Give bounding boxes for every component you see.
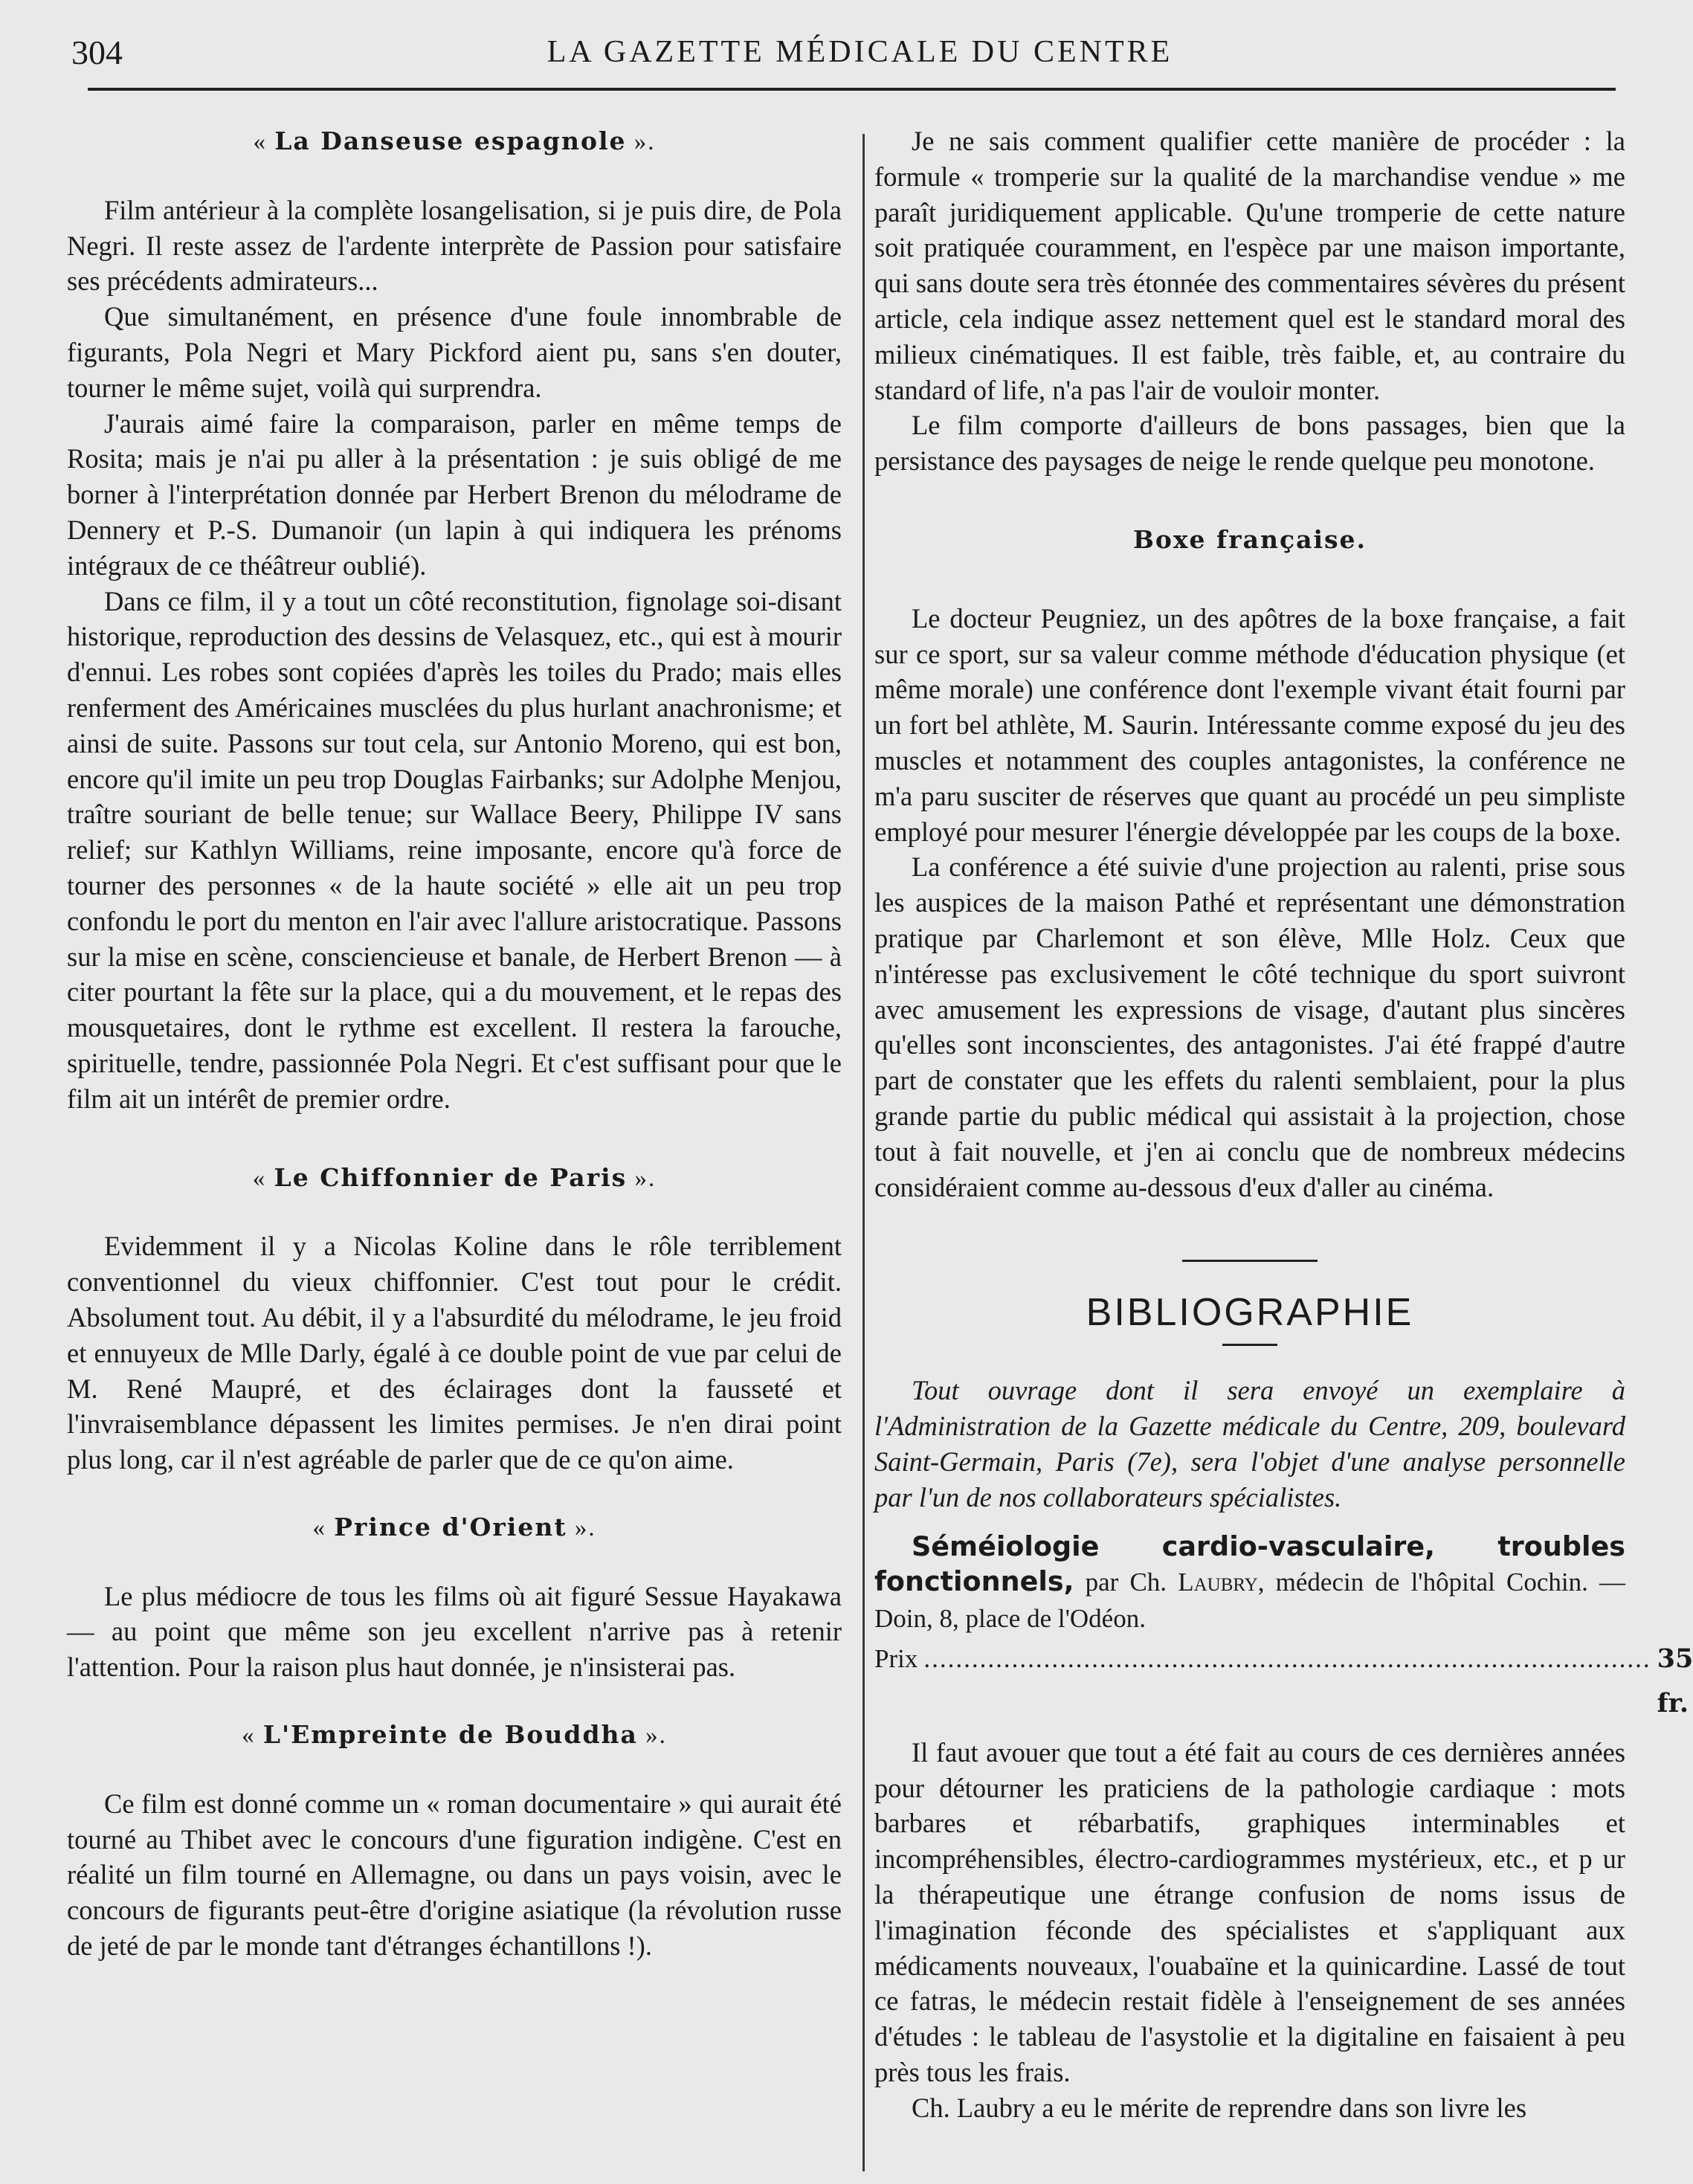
section-heading-prince: « Prince d'Orient ». xyxy=(312,1512,596,1542)
paragraph: Je ne sais comment qualifier cette manière de procéder : la formule « tromperie sur la qualité de la marchandise vendue » me paraît juridiquement applicable. Qu'une tromperie de cette nature soit pratiquée couramment, en l'espèce par une maison importante, qui sans doute sera très étonnée des commentaires sévères du présent article, cela indique assez nettement quel est le standard moral des milieux cinématiques. Il est faible, très faible, et, au contraire du standard of life, n'a pas l'air de vouloir monter. xyxy=(874,126,1625,405)
running-title: LA GAZETTE MÉDICALE DU CENTRE xyxy=(546,35,1173,69)
paragraph: Film antérieur à la complète losangelisation, si je puis dire, de Pola Negri. Il reste assez de l'ardente interprète de Passion pour satisfaire ses précédents admirateurs... xyxy=(67,194,842,297)
section-title: Prince d'Orient xyxy=(334,1512,567,1542)
column-divider xyxy=(862,134,865,2171)
section-heading-danseuse: « La Danseuse espagnole ». xyxy=(253,126,656,155)
paragraph: J'aurais aimé faire la comparaison, parler en même temps de Rosita; mais je n'ai pu aller à la présentation : je suis obligé de me borner à l'interprétation donnée par Herbert Brenon du mélodrame de Dennery et P.-S. Dumanoir (un lapin à qui indiquera les prénoms intégraux de ce théâtreur oublié). xyxy=(67,408,842,581)
price-leader-dots: ........................................................................................... xyxy=(923,1643,1651,1673)
book-author: Laubry xyxy=(1178,1568,1258,1597)
book-publisher: , médecin de l'hôpital Cochin. — Doin, 8, place de l'Odéon. xyxy=(874,1568,1625,1634)
paragraph: Evidemment il y a Nicolas Koline dans le rôle terriblement conventionnel du vieux chiffonnier. C'est tout pour le crédit. Absolument tout. Au débit, il y a l'absurdité du mélodrame, le jeu froid et ennuyeux de Mlle Darly, égalé à ce double point de vue par celui de M. René Maupré, et des éclairages dont la fausseté et l'invraisemblance dépassent les limites permises. Je n'en dirai point plus long, car il n'est agréable de parler que de ce qu'on aime. xyxy=(67,1231,842,1475)
paragraph: Le plus médiocre de tous les films où ait figuré Sessue Hayakawa — au point que même son jeu excellent n'arrive pas à retenir l'attention. Pour la raison plus haut donnée, je n'insisterai pas. xyxy=(67,1580,842,1683)
paragraph: La conférence a été suivie d'une projection au ralenti, prise sous les auspices de la maison Pathé et représentant une démonstration pratique par Charlemont et son élève, Mlle Holz. Ceux que n'intéresse pas exclusivement le côté technique du sport suivront avec amusement les expressions de visage, d'autant plus sincères qu'elles sont inconscientes, des antagonistes. J'ai été frappé d'autre part de constater que les effets du ralenti semblaient, pour la plus grande partie du public médical qui assistait à la projection, chose tout à fait nouvelle, et j'en ai conclu que de nombreux médecins considéraient comme au-dessous d'eux d'aller au cinéma. xyxy=(874,851,1625,1202)
paragraph: Ch. Laubry a eu le mérite de reprendre dans son livre les xyxy=(912,2092,1527,2123)
paragraph: Le film comporte d'ailleurs de bons passages, bien que la persistance des paysages de neige le rende quelque peu monotone. xyxy=(874,410,1625,477)
right-column xyxy=(874,123,1693,2126)
section-heading-boxe: Boxe française. xyxy=(1132,524,1367,554)
price-line xyxy=(874,1637,1693,1726)
paragraph: Que simultanément, en présence d'une foule innombrable de figurants, Pola Negri et Mary Pickford aient pu, sans s'en douter, tourner le même sujet, voilà qui surprendra. xyxy=(67,301,842,403)
paragraph: Ce film est donné comme un « roman documentaire » qui aurait été tourné au Thibet avec le concours d'une figuration indigène. C'est en réalité un film tourné en Allemagne, ou dans un pays voisin, avec le concours de figurants peut-être d'origine asiatique (la révolution russe de jeté de par le monde tant d'étranges échantillons !). xyxy=(67,1788,842,1962)
price-label: Prix xyxy=(874,1643,918,1673)
section-heading-empreinte: « L'Empreinte de Bouddha ». xyxy=(242,1720,667,1750)
paragraph: Dans ce film, il y a tout un côté reconstitution, fignolage soi-disant historique, reproduction des dessins de Velasquez, etc., qui est à mourir d'ennui. Les robes sont copiées d'après les toiles du Prado; mais elles renferment des Américaines musclées du plus hurlant anachronisme; et ainsi de suite. Passons sur tout cela, sur Antonio Moreno, qui est bon, encore qu'il imite un peu trop Douglas Fairbanks; sur Adolphe Menjou, traître souriant de belle tenue; sur Wallace Beery, Philippe IV sans relief; sur Kathlyn Williams, reine imposante, encore qu'à force de tourner des personnes « de la haute société » elle ait un peu trop confondu le port du menton en l'air avec l'allure aristocratique. Passons sur la mise en scène, consciencieuse et banale, de Herbert Brenon — à citer pourtant la fête sur la place, qui a du mouvement, et le repas des mousquetaires, dont le rythme est excellent. Il restera la farouche, spirituelle, tendre, passionnée Pola Negri. Et c'est suffisant pour que le film ait un intérêt de premier ordre. xyxy=(67,585,842,1114)
left-column xyxy=(67,123,842,1964)
book-title: Séméiologie cardio-vasculaire, troubles fonctionnels, xyxy=(874,1530,1625,1598)
section-heading-chiffonnier: « Le Chiffonnier de Paris ». xyxy=(252,1162,657,1192)
paragraph: Il faut avouer que tout a été fait au cours de ces dernières années pour détourner les praticiens de la pathologie cardiaque : mots barbares et rébarbatifs, graphiques interminables et incompréhensibles, électro-cardiogrammes mystérieux, etc., et p ur la thérapeutique une étrange confusion de noms issus de l'imagination féconde des spécialistes et s'appliquant aux médicaments nouveaux, l'ouabaïne et la quinicardine. Lassé de tout ce fatras, le médecin restait fidèle à l'enseignement de ses années d'études : le tableau de l'asystolie et la digitaline en faisaient à peu près tous les frais. xyxy=(874,1736,1625,2088)
book-entry xyxy=(874,1529,1625,1637)
section-title: La Danseuse espagnole xyxy=(274,126,627,155)
bibliography-note: Tout ouvrage dont il sera envoyé un exemplaire à l'Administration de la Gazette médicale du Centre, 209, boulevard Saint-Germain, Paris (7e), sera l'objet d'une analyse personnelle par l'un de nos collaborateurs spécialistes. xyxy=(874,1375,1625,1513)
paragraph: Le docteur Peugniez, un des apôtres de la boxe française, a fait sur ce sport, sur sa valeur comme méthode d'éducation physique (et même morale) une conférence dont l'exemple vivant était fourni par un fort bel athlète, M. Saurin. Intéressante comme exposé du jeu des muscles et notamment des couples antagonistes, la conférence ne m'a paru susciter de réserves que quant au procédé un peu simpliste employé pour mesurer l'énergie développée par les coups de la boxe. xyxy=(874,602,1625,847)
section-title: Le Chiffonnier de Paris xyxy=(274,1162,628,1192)
price-value: 35 fr. xyxy=(1657,1643,1693,1718)
bibliography-title: BIBLIOGRAPHIE xyxy=(1086,1291,1414,1335)
section-title: L'Empreinte de Bouddha xyxy=(262,1720,638,1750)
page-number: 304 xyxy=(71,33,123,71)
book-author-prefix: par Ch. xyxy=(1074,1568,1178,1597)
header-rule xyxy=(88,88,1616,91)
